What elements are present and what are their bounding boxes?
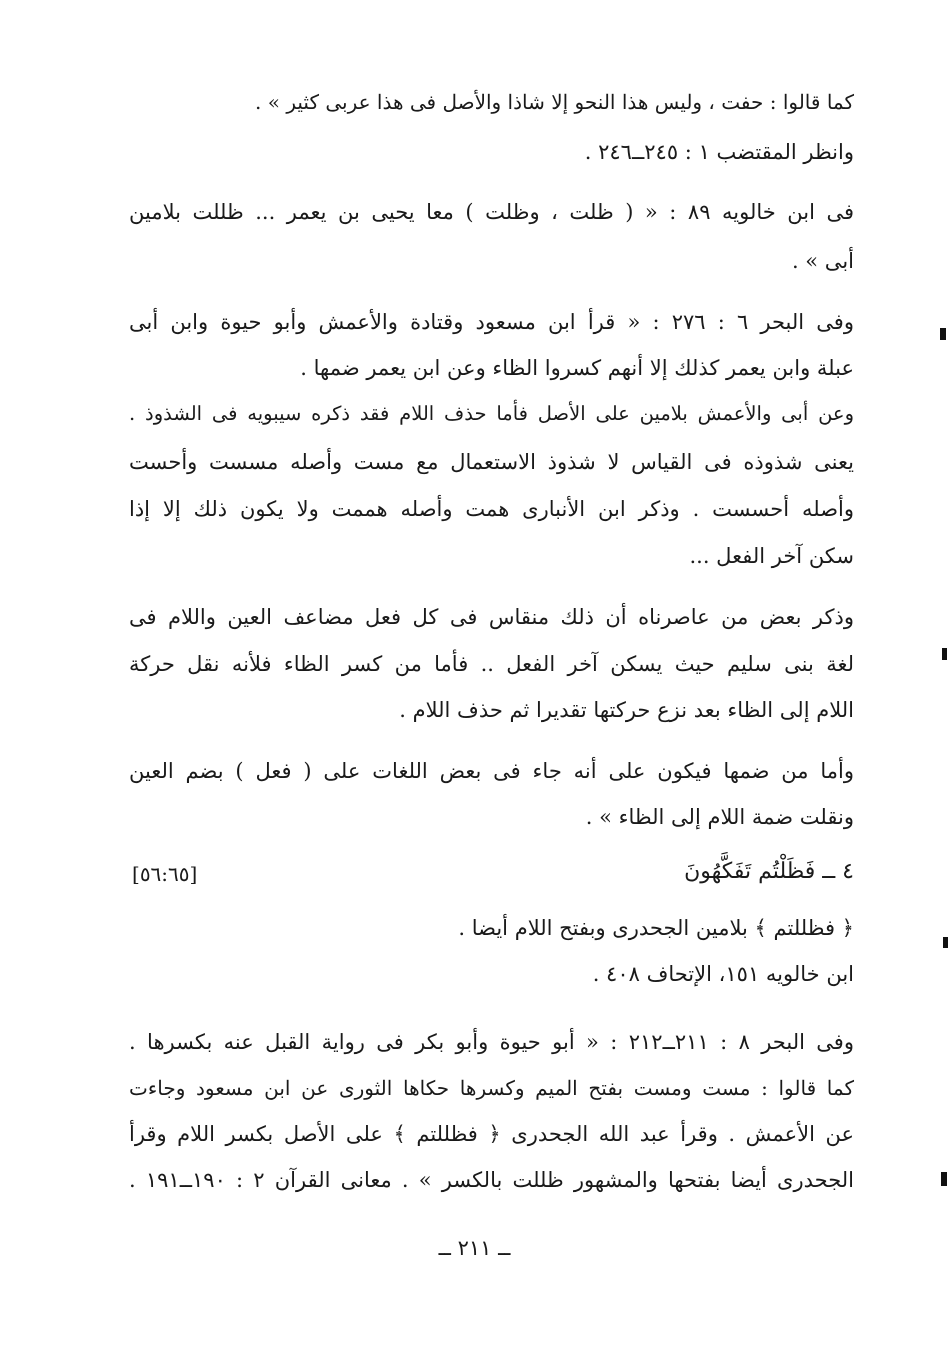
- text-line-15: ونقلت ضمة اللام إلى الظاء » .: [585, 805, 854, 829]
- verse-reference: [٥٦:٦٥]: [132, 862, 198, 886]
- text-line-18: ابن خالويه ١٥١، الإتحاف ٤٠٨ .: [592, 962, 854, 986]
- text-line-19: وفى البحر ٨ : ٢١١ــ٢١٢ : « أبو حيوة وأبو بكر فى رواية القبل عنه بكسرها .: [129, 1030, 854, 1054]
- text-line-14: وأما من ضمها فيكون على أنه جاء فى بعض اللغات على ( فعل ) بضم العين: [129, 759, 854, 783]
- text-line-2: وانظر المقتضب ١ : ٢٤٥ــ٢٤٦ .: [584, 140, 854, 164]
- text-line-13: اللام إلى الظاء بعد نزع حركتها تقديرا ثم حذف اللام .: [399, 698, 854, 722]
- text-line-10: سكن آخر الفعل ...: [689, 544, 854, 568]
- margin-mark: [942, 648, 947, 660]
- text-line-22: الجحدرى أيضا بفتحها والمشهور ظللت بالكسر » . معانى القرآن ٢ : ١٩٠ــ١٩١ .: [129, 1168, 854, 1192]
- text-line-21: عن الأعمش . وقرأ عبد الله الجحدرى ﴿ فظللتم ﴾ على الأصل بكسر اللام وقرأ: [129, 1122, 854, 1146]
- text-line-4: أبى » .: [791, 249, 854, 273]
- margin-mark: [943, 937, 948, 948]
- text-line-8: يعنى شذوذه فى القياس لا شذوذ الاستعمال مع مست وأصله مسست وأحست: [129, 450, 854, 474]
- text-line-11: وذكر بعض من عاصرناه أن ذلك منقاس فى كل فعل مضاعف العين واللام فى: [129, 605, 854, 629]
- text-line-12: لغة بنى سليم حيث يسكن آخر الفعل .. فأما من كسر الظاء فلأنه نقل حركة: [129, 652, 854, 676]
- margin-mark: [940, 328, 946, 340]
- page-number: ــ ٢١١ ــ: [438, 1236, 511, 1260]
- text-line-20: كما قالوا : مست ومست بفتح الميم وكسرها حكاها الثورى عن ابن مسعود وجاءت: [129, 1076, 854, 1100]
- margin-mark: [941, 1172, 947, 1186]
- text-line-17: ﴿ فظللتم ﴾ بلامين الجحدرى وبفتح اللام أيضا .: [458, 916, 854, 940]
- text-line-9: وأصله أحسست . وذكر ابن الأنبارى همت وأصله هممت ولا يكون ذلك إلا إذا: [129, 497, 854, 521]
- text-line-1: كما قالوا : حفت ، وليس هذا النحو إلا شاذا والأصل فى هذا عربى كثير » .: [255, 90, 854, 114]
- text-line-7: وعن أبى والأعمش بلامين على الأصل فأما حذف اللام فقد ذكره سيبويه فى الشذوذ .: [129, 402, 854, 425]
- text-line-3: فى ابن خالويه ٨٩ : « ( ظلت ، وظلت ) معا يحيى بن يعمر ... ظللت بلامين: [129, 200, 854, 224]
- verse-heading: ٤ ــ فَظَلْتُم تَفَكَّهُونَ: [684, 859, 854, 884]
- text-line-6: عبلة وابن يعمر كذلك إلا أنهم كسروا الظاء وعن ابن يعمر ضمها .: [300, 356, 854, 380]
- text-line-5: وفى البحر ٦ : ٢٧٦ : « قرأ ابن مسعود وقتادة والأعمش وأبو حيوة وابن أبى: [129, 310, 854, 334]
